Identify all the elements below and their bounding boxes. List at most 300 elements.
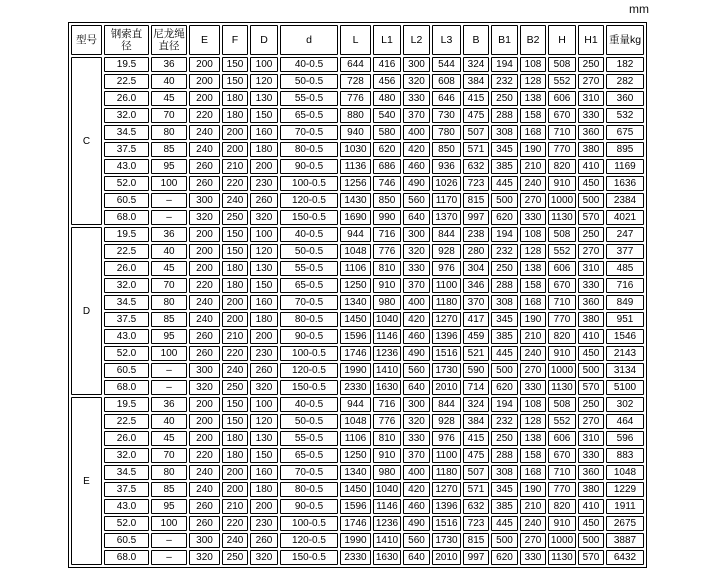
table-cell: 2010 <box>432 380 461 395</box>
table-cell: 40-0.5 <box>280 227 338 242</box>
table-cell: 22.5 <box>104 414 149 429</box>
table-cell: 445 <box>491 516 518 531</box>
table-cell: 770 <box>548 482 576 497</box>
table-cell: 910 <box>373 278 401 293</box>
table-row <box>71 516 644 531</box>
table-cell: 300 <box>189 533 220 548</box>
table-cell: 810 <box>373 261 401 276</box>
table-cell: 232 <box>491 244 518 259</box>
table-cell: 100 <box>250 397 278 412</box>
table-cell: 780 <box>432 125 461 140</box>
table-cell: 210 <box>520 499 546 514</box>
table-cell: 370 <box>403 278 430 293</box>
table-cell: 1990 <box>340 363 371 378</box>
spec-table-header <box>71 25 644 55</box>
table-cell: 940 <box>340 125 371 140</box>
table-cell: 210 <box>520 329 546 344</box>
table-row <box>71 482 644 497</box>
table-cell: 417 <box>463 312 489 327</box>
table-cell: 910 <box>548 516 576 531</box>
table-cell: 95 <box>151 329 187 344</box>
table-cell: 895 <box>606 142 644 157</box>
table-cell: 100-0.5 <box>280 516 338 531</box>
table-cell: 951 <box>606 312 644 327</box>
table-row <box>71 550 644 565</box>
table-cell: 120 <box>250 244 278 259</box>
table-cell: 108 <box>520 57 546 72</box>
table-cell: 282 <box>606 74 644 89</box>
table-cell: 85 <box>151 142 187 157</box>
table-cell: 260 <box>250 193 278 208</box>
table-cell: 400 <box>403 295 430 310</box>
table-cell: 200 <box>189 397 220 412</box>
table-cell: 130 <box>250 91 278 106</box>
table-cell: 330 <box>578 448 604 463</box>
table-cell: 2675 <box>606 516 644 531</box>
table-cell: 560 <box>403 533 430 548</box>
table-cell: 168 <box>520 125 546 140</box>
table-cell: 1169 <box>606 159 644 174</box>
table-cell: 400 <box>403 465 430 480</box>
table-cell: 728 <box>340 74 371 89</box>
table-cell: 270 <box>520 193 546 208</box>
table-cell: 320 <box>250 550 278 565</box>
table-cell: 420 <box>403 482 430 497</box>
table-row <box>71 227 644 242</box>
table-cell: 410 <box>578 159 604 174</box>
column-header: H <box>548 25 576 55</box>
table-cell: 80 <box>151 125 187 140</box>
table-cell: 532 <box>606 108 644 123</box>
table-cell: 260 <box>189 499 220 514</box>
table-cell: 997 <box>463 550 489 565</box>
table-cell: 330 <box>578 278 604 293</box>
table-cell: 95 <box>151 499 187 514</box>
table-cell: 128 <box>520 74 546 89</box>
table-cell: 130 <box>250 431 278 446</box>
table-cell: 300 <box>189 363 220 378</box>
table-cell: 150-0.5 <box>280 210 338 225</box>
table-cell: 410 <box>578 499 604 514</box>
table-cell: 34.5 <box>104 295 149 310</box>
table-row <box>71 244 644 259</box>
table-cell: 300 <box>403 397 430 412</box>
table-cell: 1690 <box>340 210 371 225</box>
table-cell: 240 <box>520 516 546 531</box>
column-header: L3 <box>432 25 461 55</box>
table-cell: 32.0 <box>104 108 149 123</box>
table-cell: 1229 <box>606 482 644 497</box>
table-cell: 200 <box>189 74 220 89</box>
table-cell: 485 <box>606 261 644 276</box>
table-cell: 180 <box>250 482 278 497</box>
table-cell: 50-0.5 <box>280 244 338 259</box>
table-cell: 300 <box>403 57 430 72</box>
table-cell: 850 <box>373 193 401 208</box>
table-cell: 302 <box>606 397 644 412</box>
table-cell: 50-0.5 <box>280 414 338 429</box>
table-cell: 384 <box>463 414 489 429</box>
table-row <box>71 91 644 106</box>
table-cell: 85 <box>151 312 187 327</box>
table-cell: 445 <box>491 176 518 191</box>
table-cell: 1048 <box>340 414 371 429</box>
table-cell: 70-0.5 <box>280 295 338 310</box>
table-cell: 128 <box>520 244 546 259</box>
table-cell: 34.5 <box>104 125 149 140</box>
table-cell: 158 <box>520 278 546 293</box>
table-cell: – <box>151 550 187 565</box>
table-cell: 158 <box>520 448 546 463</box>
table-cell: 380 <box>578 482 604 497</box>
table-cell: 445 <box>491 346 518 361</box>
table-cell: 190 <box>520 482 546 497</box>
table-cell: 1130 <box>548 550 576 565</box>
table-cell: 1396 <box>432 329 461 344</box>
table-cell: 571 <box>463 482 489 497</box>
table-cell: 370 <box>403 448 430 463</box>
table-cell: 320 <box>403 74 430 89</box>
table-cell: 810 <box>373 431 401 446</box>
table-cell: 220 <box>222 346 248 361</box>
table-cell: 320 <box>250 380 278 395</box>
table-cell: 168 <box>520 295 546 310</box>
table-cell: 415 <box>463 431 489 446</box>
table-cell: 138 <box>520 431 546 446</box>
table-cell: 360 <box>578 295 604 310</box>
table-cell: 990 <box>373 210 401 225</box>
table-cell: 52.0 <box>104 176 149 191</box>
table-cell: 346 <box>463 278 489 293</box>
table-cell: 6432 <box>606 550 644 565</box>
table-cell: 220 <box>222 516 248 531</box>
table-cell: 716 <box>606 278 644 293</box>
table-cell: 2010 <box>432 550 461 565</box>
table-cell: 250 <box>491 261 518 276</box>
table-cell: 330 <box>578 108 604 123</box>
table-cell: 60.5 <box>104 363 149 378</box>
table-cell: 2384 <box>606 193 644 208</box>
table-cell: 508 <box>548 227 576 242</box>
table-cell: 150 <box>222 57 248 72</box>
column-header: B <box>463 25 489 55</box>
table-cell: 150 <box>250 448 278 463</box>
table-cell: 716 <box>373 397 401 412</box>
model-cell: D <box>71 227 102 395</box>
table-cell: 324 <box>463 57 489 72</box>
table-cell: 608 <box>432 74 461 89</box>
table-cell: 552 <box>548 244 576 259</box>
table-cell: 240 <box>222 533 248 548</box>
table-cell: 1030 <box>340 142 371 157</box>
table-cell: 70-0.5 <box>280 125 338 140</box>
table-cell: 570 <box>578 550 604 565</box>
table-cell: 521 <box>463 346 489 361</box>
table-cell: 240 <box>189 142 220 157</box>
table-cell: 200 <box>222 465 248 480</box>
table-cell: 70 <box>151 278 187 293</box>
table-cell: 400 <box>403 125 430 140</box>
table-cell: 606 <box>548 261 576 276</box>
table-cell: 238 <box>463 227 489 242</box>
table-cell: 180 <box>222 261 248 276</box>
table-cell: 80-0.5 <box>280 312 338 327</box>
table-cell: 1000 <box>548 363 576 378</box>
table-cell: 210 <box>222 159 248 174</box>
table-cell: 250 <box>222 210 248 225</box>
table-cell: 1100 <box>432 278 461 293</box>
table-cell: 460 <box>403 329 430 344</box>
table-cell: 90-0.5 <box>280 159 338 174</box>
table-cell: 1040 <box>373 312 401 327</box>
column-header: L <box>340 25 371 55</box>
table-cell: 1990 <box>340 533 371 548</box>
table-cell: 776 <box>373 244 401 259</box>
table-cell: 1270 <box>432 312 461 327</box>
table-cell: 606 <box>548 431 576 446</box>
table-cell: 1730 <box>432 363 461 378</box>
table-cell: 384 <box>463 74 489 89</box>
table-cell: 80-0.5 <box>280 482 338 497</box>
table-cell: 36 <box>151 57 187 72</box>
table-cell: 330 <box>403 261 430 276</box>
table-cell: 844 <box>432 397 461 412</box>
table-cell: 190 <box>520 312 546 327</box>
table-cell: 260 <box>250 363 278 378</box>
table-cell: 150 <box>222 397 248 412</box>
table-cell: 776 <box>373 414 401 429</box>
table-cell: 490 <box>403 176 430 191</box>
table-cell: 420 <box>403 142 430 157</box>
table-cell: 150 <box>250 108 278 123</box>
table-cell: 500 <box>491 533 518 548</box>
table-cell: 620 <box>373 142 401 157</box>
table-cell: 220 <box>189 278 220 293</box>
table-row <box>71 533 644 548</box>
table-cell: 670 <box>548 448 576 463</box>
table-cell: 150 <box>222 74 248 89</box>
table-cell: 459 <box>463 329 489 344</box>
table-cell: 200 <box>189 244 220 259</box>
table-cell: 128 <box>520 414 546 429</box>
table-cell: 850 <box>432 142 461 157</box>
table-cell: 1450 <box>340 312 371 327</box>
table-cell: 3134 <box>606 363 644 378</box>
table-cell: 997 <box>463 210 489 225</box>
table-cell: 52.0 <box>104 516 149 531</box>
table-row <box>71 431 644 446</box>
table-cell: 330 <box>403 431 430 446</box>
table-cell: 270 <box>578 414 604 429</box>
table-row <box>71 329 644 344</box>
table-cell: 320 <box>189 210 220 225</box>
table-cell: 138 <box>520 91 546 106</box>
table-cell: 288 <box>491 448 518 463</box>
table-cell: 80-0.5 <box>280 142 338 157</box>
table-cell: 55-0.5 <box>280 431 338 446</box>
column-header: d <box>280 25 338 55</box>
column-header: 重量kg <box>606 25 644 55</box>
table-cell: 260 <box>189 159 220 174</box>
table-cell: 160 <box>250 295 278 310</box>
table-cell: 1410 <box>373 363 401 378</box>
table-cell: 1146 <box>373 329 401 344</box>
table-cell: 138 <box>520 261 546 276</box>
table-cell: 1430 <box>340 193 371 208</box>
table-cell: 150 <box>222 414 248 429</box>
table-cell: 1746 <box>340 346 371 361</box>
table-cell: 180 <box>250 142 278 157</box>
table-cell: 936 <box>432 159 461 174</box>
table-cell: 330 <box>520 380 546 395</box>
column-header: L2 <box>403 25 430 55</box>
table-cell: 360 <box>578 465 604 480</box>
table-cell: 70-0.5 <box>280 465 338 480</box>
table-cell: 1596 <box>340 329 371 344</box>
table-cell: 210 <box>222 329 248 344</box>
table-cell: 68.0 <box>104 550 149 565</box>
table-cell: 360 <box>606 91 644 106</box>
table-cell: 1048 <box>606 465 644 480</box>
table-cell: 260 <box>189 329 220 344</box>
table-cell: 345 <box>491 142 518 157</box>
table-cell: 2143 <box>606 346 644 361</box>
table-cell: 308 <box>491 465 518 480</box>
table-cell: 320 <box>250 210 278 225</box>
table-cell: 130 <box>250 261 278 276</box>
table-cell: 844 <box>432 227 461 242</box>
table-cell: 385 <box>491 159 518 174</box>
table-row <box>71 261 644 276</box>
table-cell: 716 <box>373 227 401 242</box>
table-row <box>71 414 644 429</box>
table-cell: 508 <box>548 57 576 72</box>
table-row <box>71 312 644 327</box>
table-cell: 43.0 <box>104 329 149 344</box>
table-cell: 976 <box>432 431 461 446</box>
spec-table-body <box>71 57 644 565</box>
table-cell: 270 <box>578 74 604 89</box>
header-row <box>71 25 644 55</box>
table-cell: 480 <box>373 91 401 106</box>
table-cell: 320 <box>403 414 430 429</box>
table-cell: 675 <box>606 125 644 140</box>
table-cell: 308 <box>491 125 518 140</box>
table-cell: 420 <box>403 312 430 327</box>
table-cell: 45 <box>151 431 187 446</box>
table-cell: 632 <box>463 499 489 514</box>
table-cell: 300 <box>403 227 430 242</box>
table-cell: 1630 <box>373 550 401 565</box>
table-cell: 640 <box>403 550 430 565</box>
table-cell: 980 <box>373 295 401 310</box>
table-cell: 416 <box>373 57 401 72</box>
table-cell: 26.0 <box>104 431 149 446</box>
table-cell: 260 <box>189 346 220 361</box>
table-cell: 980 <box>373 465 401 480</box>
table-row <box>71 210 644 225</box>
table-cell: 270 <box>578 244 604 259</box>
table-cell: 1170 <box>432 193 461 208</box>
table-cell: 168 <box>520 465 546 480</box>
table-cell: 320 <box>403 244 430 259</box>
table-cell: 1106 <box>340 261 371 276</box>
table-cell: 385 <box>491 329 518 344</box>
table-cell: 1270 <box>432 482 461 497</box>
table-cell: 310 <box>578 261 604 276</box>
table-cell: 100-0.5 <box>280 346 338 361</box>
table-cell: 40 <box>151 74 187 89</box>
model-cell: C <box>71 57 102 225</box>
table-cell: 710 <box>548 465 576 480</box>
table-cell: 250 <box>491 431 518 446</box>
table-cell: 560 <box>403 193 430 208</box>
table-cell: 200 <box>189 227 220 242</box>
table-cell: 60.5 <box>104 533 149 548</box>
table-cell: 500 <box>578 193 604 208</box>
table-cell: 55-0.5 <box>280 261 338 276</box>
table-cell: 180 <box>222 108 248 123</box>
table-cell: 150 <box>250 278 278 293</box>
table-row <box>71 448 644 463</box>
table-cell: 194 <box>491 57 518 72</box>
table-cell: 120 <box>250 74 278 89</box>
table-cell: 100 <box>250 227 278 242</box>
table-cell: – <box>151 363 187 378</box>
table-cell: 1636 <box>606 176 644 191</box>
table-cell: 1250 <box>340 278 371 293</box>
table-cell: 68.0 <box>104 210 149 225</box>
table-cell: 345 <box>491 312 518 327</box>
table-cell: 36 <box>151 397 187 412</box>
table-cell: 606 <box>548 91 576 106</box>
table-cell: 180 <box>222 431 248 446</box>
table-cell: 220 <box>222 176 248 191</box>
table-row <box>71 74 644 89</box>
table-cell: 230 <box>250 346 278 361</box>
table-cell: 200 <box>189 261 220 276</box>
spec-table <box>68 22 647 568</box>
table-cell: 120-0.5 <box>280 363 338 378</box>
table-cell: 160 <box>250 125 278 140</box>
table-cell: 1136 <box>340 159 371 174</box>
table-cell: 200 <box>222 312 248 327</box>
table-cell: 100 <box>151 516 187 531</box>
table-cell: 308 <box>491 295 518 310</box>
table-cell: 150-0.5 <box>280 550 338 565</box>
table-cell: 247 <box>606 227 644 242</box>
table-cell: 37.5 <box>104 482 149 497</box>
table-row <box>71 125 644 140</box>
table-cell: 90-0.5 <box>280 499 338 514</box>
table-cell: 250 <box>578 57 604 72</box>
table-cell: 776 <box>340 91 371 106</box>
table-cell: 108 <box>520 397 546 412</box>
table-row <box>71 363 644 378</box>
table-cell: 1000 <box>548 533 576 548</box>
table-cell: 370 <box>403 108 430 123</box>
table-cell: 632 <box>463 159 489 174</box>
table-cell: 730 <box>432 108 461 123</box>
table-cell: 68.0 <box>104 380 149 395</box>
table-cell: 883 <box>606 448 644 463</box>
table-cell: 240 <box>520 176 546 191</box>
table-cell: 815 <box>463 193 489 208</box>
table-cell: 552 <box>548 74 576 89</box>
table-cell: 507 <box>463 465 489 480</box>
table-cell: 5100 <box>606 380 644 395</box>
table-row <box>71 499 644 514</box>
